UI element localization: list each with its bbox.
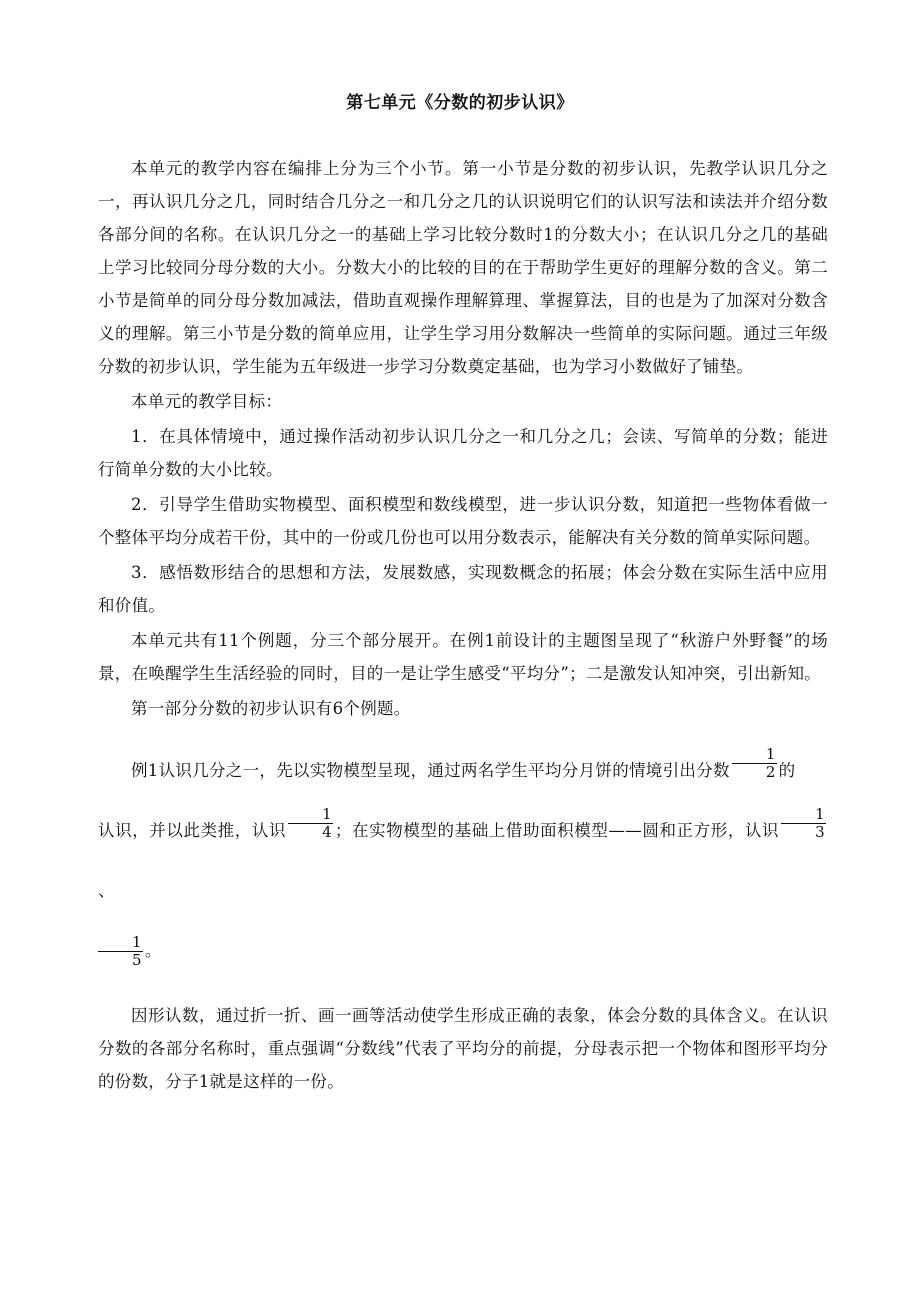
fraction-one-quarter [288, 806, 333, 841]
fraction-denominator: 2 [765, 763, 776, 781]
example1-text-c: 认识，并以此类推，认识 [98, 821, 287, 840]
document-title: 第七单元《分数的初步认识》 [346, 93, 574, 113]
goal-1: 1．在具体情境中，通过操作活动初步认识几分之一和几分之几；会读、写简单的分数；能进行简单分数的大小比较。 [98, 427, 828, 479]
goal-2: 2．引导学生借助实物模型、面积模型和数线模型，进一步认识分数，知道把一些物体看做一个整体平均分成若干份，其中的一份或几份也可以用分数表示，能解决有关分数的简单实际问题。 [98, 495, 828, 547]
example1-text-e: 、 [98, 881, 115, 900]
part1-paragraph: 第一部分分数的初步认识有6个例题。 [131, 699, 411, 718]
fraction-numerator: 1 [132, 933, 142, 951]
fraction-denominator: 5 [132, 951, 142, 969]
example1-paragraph [98, 741, 828, 981]
fraction-numerator: 1 [765, 745, 776, 763]
examples-paragraph: 本单元共有11个例题，分三个部分展开。在例1前设计的主题图呈现了“秋游户外野餐”的场景，在唤醒学生生活经验的同时，目的一是让学生感受“平均分”；二是激发认知冲突，引出新知。 [98, 631, 828, 683]
intro-paragraph: 本单元的教学内容在编排上分为三个小节。第一小节是分数的初步认识，先教学认识几分之一，再认识几分之几，同时结合几分之一和几分之几的认识说明它们的认识写法和读法并介绍分数各部分间的名称。在认识几分之一的基础上学习比较分数时1的分数大小；在认识几分之几的基础上学习比较同分母分数的大小。分数大小的比较的目的在于帮助学生更好的理解分数的含义。第二小节是简单的同分母分数加减法，借助直观操作理解算理、掌握算法，目的也是为了加深对分数含义的理解。第三小节是分数的简单应用，让学生学习用分数解决一些简单的实际问题。通过三年级分数的初步认识，学生能为五年级进一步学习分数奠定基础，也为学习小数做好了铺垫。 [98, 159, 828, 376]
fraction-one-fifth [98, 934, 143, 969]
example1-text-b: 的 [778, 761, 796, 780]
fraction-denominator: 4 [322, 823, 332, 841]
goals-heading: 本单元的教学目标： [131, 392, 283, 411]
example1-text-d: ；在实物模型的基础上借助面积模型——圆和正方形，认识 [334, 821, 780, 840]
fraction-numerator: 1 [322, 805, 332, 823]
fraction-denominator: 3 [815, 823, 825, 841]
example1-text-f: 。 [144, 941, 162, 960]
fraction-one-third [781, 806, 826, 841]
document-body [98, 152, 828, 1098]
goal-3: 3．感悟数形结合的思想和方法，发展数感，实现数概念的拓展；体会分数在实际生活中应用和价值。 [98, 563, 828, 615]
final-paragraph: 因形认数，通过折一折、画一画等活动使学生形成正确的表象，体会分数的具体含义。在认识分数的各部分名称时，重点强调“分数线”代表了平均分的前提，分母表示把一个物体和图形平均分的份数，分子1就是这样的一份。 [98, 1006, 828, 1091]
fraction-one-half [732, 746, 777, 781]
fraction-numerator: 1 [815, 805, 825, 823]
example1-text-a: 例1认识几分之一，先以实物模型呈现，通过两名学生平均分月饼的情境引出分数 [131, 761, 730, 780]
